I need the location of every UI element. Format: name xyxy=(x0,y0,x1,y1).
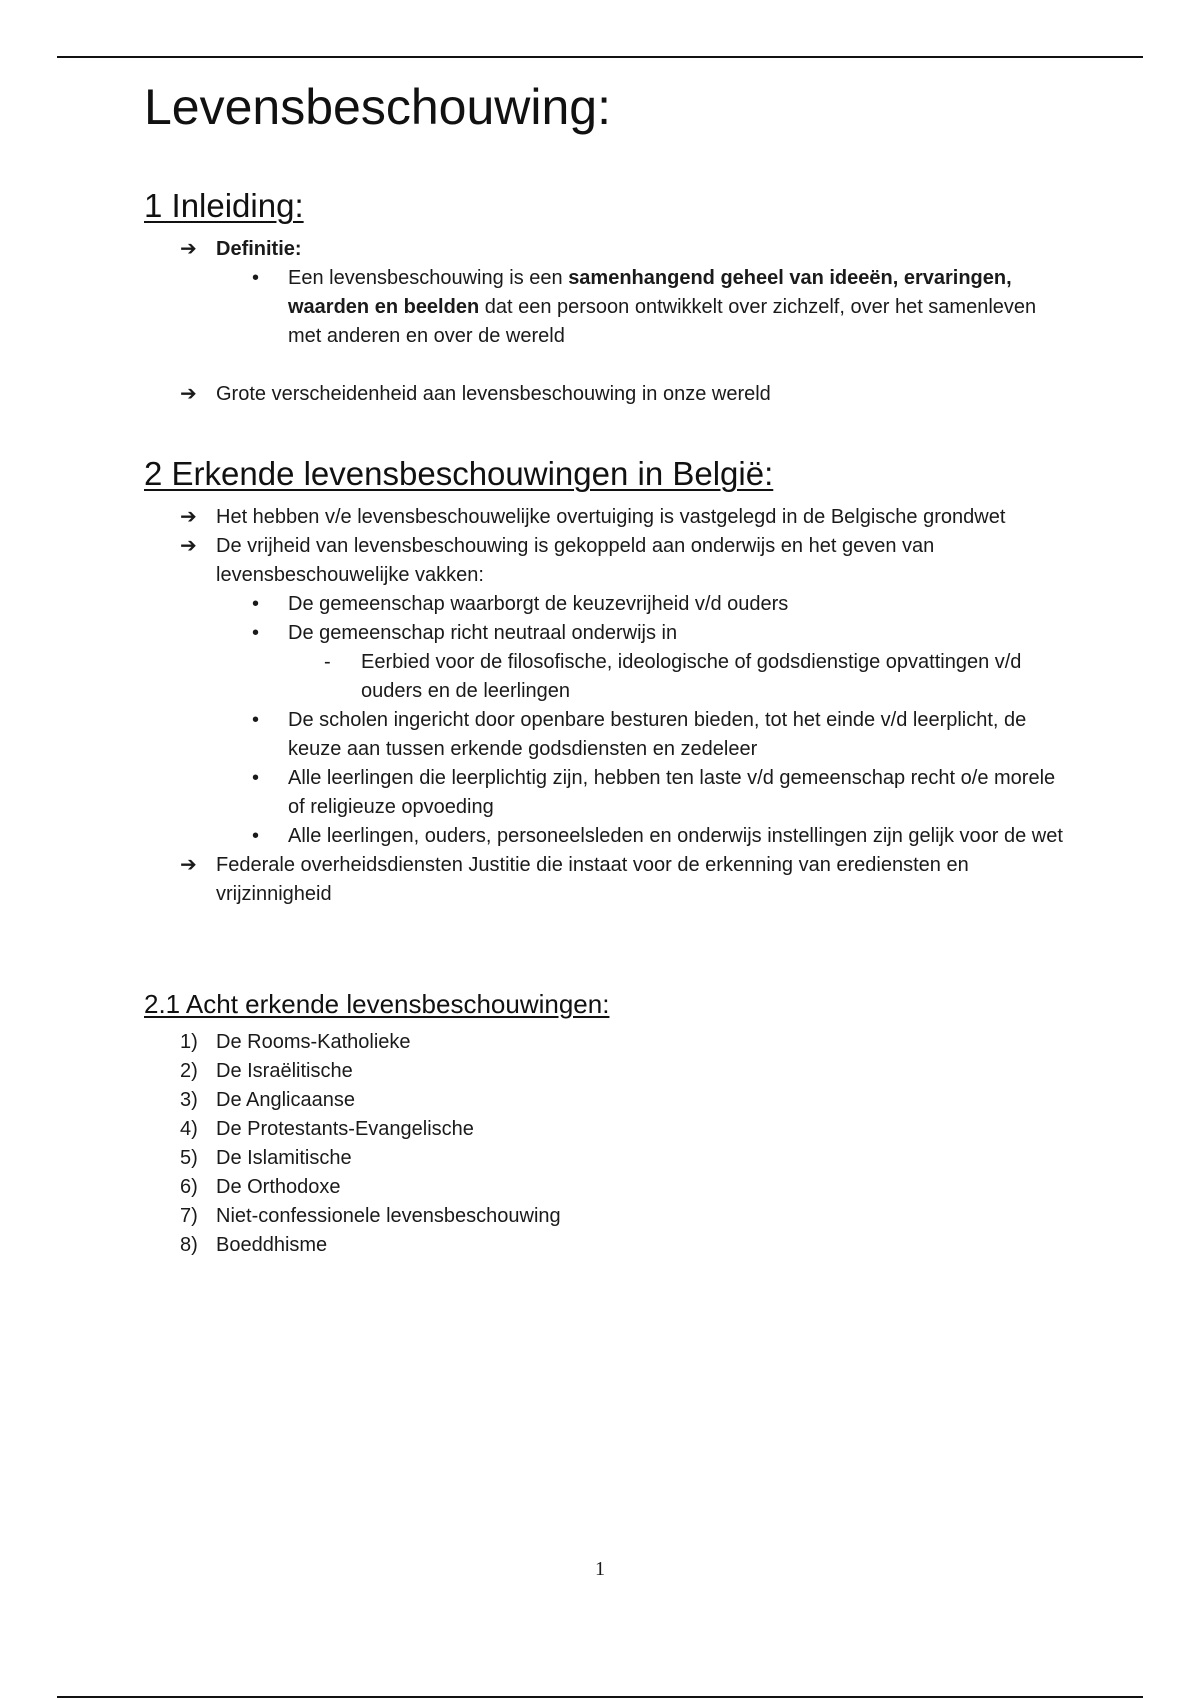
list-item: • De gemeenschap waarborgt de keuzevrijheid v/d ouders xyxy=(144,590,1064,619)
constitution-point: ➔ Het hebben v/e levensbeschouwelijke overtuiging is vastgelegd in de Belgische grondwet xyxy=(144,503,1064,532)
section-2-heading: 2 Erkende levensbeschouwingen in België: xyxy=(144,455,774,492)
list-label: De Anglicaanse xyxy=(216,1089,355,1111)
list-number: 2) xyxy=(180,1060,198,1082)
top-rule xyxy=(57,56,1143,58)
section-2-1-heading: 2.1 Acht erkende levensbeschouwingen: xyxy=(144,989,610,1019)
numbered-list xyxy=(144,1028,1064,1260)
numbered-list-item xyxy=(144,1144,1064,1173)
definition-label: Definitie: xyxy=(216,238,302,260)
list-number: 5) xyxy=(180,1147,198,1169)
numbered-list-item xyxy=(144,1057,1064,1086)
arrow-icon: ➔ xyxy=(180,854,197,876)
arrow-icon: ➔ xyxy=(180,535,197,557)
page-title: Levensbeschouwing: xyxy=(144,79,611,135)
bullet-icon: • xyxy=(252,709,260,731)
dash-icon: - xyxy=(324,651,331,673)
list-item: • De gemeenschap richt neutraal onderwijs in xyxy=(144,619,1064,648)
bullet-icon: • xyxy=(252,622,260,644)
bullet-icon: • xyxy=(252,593,260,615)
numbered-list-item xyxy=(144,1086,1064,1115)
list-number: 7) xyxy=(180,1205,198,1227)
arrow-icon: ➔ xyxy=(180,238,197,260)
list-label: De Orthodoxe xyxy=(216,1176,341,1198)
bullet-icon: • xyxy=(252,767,260,789)
list-number: 4) xyxy=(180,1118,198,1140)
numbered-list-item xyxy=(144,1028,1064,1057)
list-item: • Alle leerlingen, ouders, personeelsleden en onderwijs instellingen zijn gelijk voor de wet xyxy=(144,822,1064,851)
numbered-list-item xyxy=(144,1115,1064,1144)
list-label: De Protestants-Evangelische xyxy=(216,1118,474,1140)
list-item: • Alle leerlingen die leerplichtig zijn, hebben ten laste v/d gemeenschap recht o/e morele of religieuze opvoeding xyxy=(144,764,1064,822)
list-label: De Islamitische xyxy=(216,1147,352,1169)
list-number: 6) xyxy=(180,1176,198,1198)
section-1-heading: 1 Inleiding: xyxy=(144,187,304,224)
numbered-list-item xyxy=(144,1202,1064,1231)
bullet-icon: • xyxy=(252,825,260,847)
arrow-icon: ➔ xyxy=(180,383,197,405)
arrow-icon: ➔ xyxy=(180,506,197,528)
page-number: 1 xyxy=(595,1558,605,1580)
numbered-list-item xyxy=(144,1173,1064,1202)
definition-point xyxy=(144,235,1064,264)
bullet-icon: • xyxy=(252,267,260,289)
list-number: 8) xyxy=(180,1234,198,1256)
justice-point: ➔ Federale overheidsdiensten Justitie die instaat voor de erkenning van erediensten en vrijzinnigheid xyxy=(144,851,1064,909)
bottom-rule xyxy=(57,1696,1143,1698)
list-label: De Rooms-Katholieke xyxy=(216,1031,411,1053)
document-body xyxy=(144,70,1064,1260)
list-label: De Israëlitische xyxy=(216,1060,353,1082)
list-label: Boeddhisme xyxy=(216,1234,328,1256)
sub-list-item: - Eerbied voor de filosofische, ideologische of godsdienstige opvattingen v/d ouders en de leerlingen xyxy=(144,648,1064,706)
numbered-list-item xyxy=(144,1231,1064,1260)
definition-text: • Een levensbeschouwing is een samenhangend geheel van ideeën, ervaringen, waarden en beelden dat een persoon ontwikkelt over zichzelf, over het samenleven met anderen en over de wereld xyxy=(144,264,1064,351)
list-item: • De scholen ingericht door openbare besturen bieden, tot het einde v/d leerplicht, de keuze aan tussen erkende godsdiensten en zedeleer xyxy=(144,706,1064,764)
list-label: Niet-confessionele levensbeschouwing xyxy=(216,1205,561,1227)
list-number: 1) xyxy=(180,1031,198,1053)
diversity-point: ➔ Grote verscheidenheid aan levensbeschouwing in onze wereld xyxy=(144,380,1064,409)
list-number: 3) xyxy=(180,1089,198,1111)
freedom-point: ➔ De vrijheid van levensbeschouwing is gekoppeld aan onderwijs en het geven van levensbeschouwelijke vakken: xyxy=(144,532,1064,590)
